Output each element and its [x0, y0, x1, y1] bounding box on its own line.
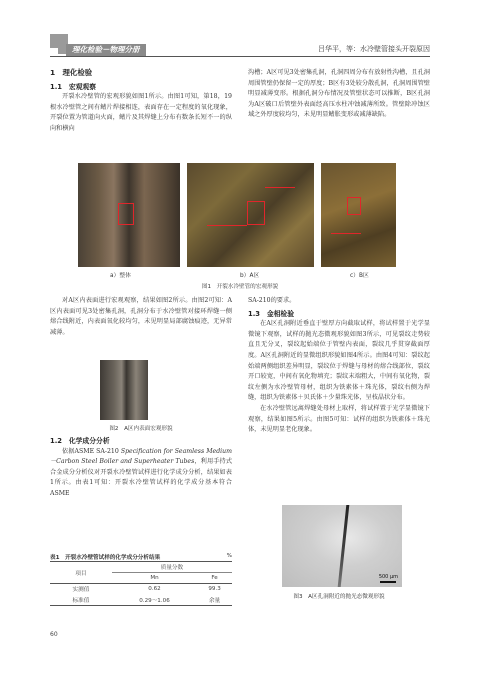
left-column-top — [50, 68, 232, 135]
table-row — [50, 595, 232, 606]
figure1-sublabel-c: c）B区 — [350, 273, 369, 279]
table1-cell-mn: 0.29～1.06 — [112, 595, 197, 606]
subsection-heading-macro: 1.1 宏观观察 — [50, 82, 97, 91]
subsection-heading-metallography: 1.3 金相检验 — [248, 309, 295, 318]
paragraph-metallography-1: 在A区孔洞附近垂直于壁厚方向截取试样，将试样置于光学显微镜下观察，试样的抛光态微观形貌如图3所示，可见裂纹走势较直且无分叉，裂纹起始端位于管壁内表面，裂纹几乎贯穿截面厚度。A区孔洞附近的显微组织形貌如图4所示。由图4可知：裂纹起始端两侧组织差异明显，裂纹位于焊缝与母材的熔合线部位，裂纹开口较宽，中间有氧化物填充；裂纹末端粗大，中间有氧化物，裂纹左侧为水冷壁管母材，组织为铁素体＋珠光体，裂纹右侧为焊缝，组织为铁素体＋贝氏体＋少量珠光体，呈枝晶状分布。 — [248, 320, 430, 402]
table1-header-fe: Fe — [211, 575, 218, 581]
table1-cell-fe: 余量 — [197, 595, 232, 606]
left-column-bottom — [50, 436, 232, 500]
table1-header-group: 质量分数 — [112, 562, 232, 573]
figure3-caption: 图3 A区孔洞附近的抛光态微观形貌 — [293, 594, 385, 600]
paragraph-chemical: 依据ASME SA-210 Specification for Seamless Medium－Carbon Steel Boiler and Superheater Tubes，利用手持式合金成分分析仪对开裂水冷壁管试样进行化学成分分析，结果如表1所示。由表1可知：开裂水冷壁管试样的化学成分基本符合ASME — [50, 447, 233, 497]
page-number: 60 — [50, 631, 58, 638]
left-column-middle — [50, 296, 232, 338]
table1-header-mn: Mn — [150, 575, 159, 581]
table1-cell-item: 实测值 — [50, 584, 112, 595]
figure1-marker-line — [265, 187, 295, 188]
paragraph-macro-1-cont: 沟槽；A区可见3处密集孔洞，孔洞四周分布有放射性沟槽，且孔洞周围管壁仍保留一定的厚度；B区有3处较分散孔洞，孔洞周围管壁明显减薄变形。根据孔洞分布情况及管壁状态可以推断，B区孔洞为A区破口后管壁外表面经高压水柱冲蚀减薄所致。管壁除冲蚀区域之外厚度较均匀，未见明显鳍胀变形或减薄缺陷。 — [248, 69, 430, 119]
table1-title-row — [50, 553, 232, 561]
figure1-sublabel-a: a）整体 — [110, 273, 131, 279]
figure1-marker-line — [331, 233, 361, 234]
figure3-crack — [338, 505, 350, 587]
specification-title: Specification for Seamless Medium－Carbon Steel Boiler and Superheater Tubes — [50, 447, 232, 466]
header-running-title: 吕华平，等：水冷壁管接头开裂原因 — [318, 45, 430, 53]
table1-title: 表1 开裂水冷壁管试样的化学成分分析结果 — [50, 555, 161, 561]
figure1-marker-box — [347, 197, 361, 215]
header-rule — [50, 56, 430, 57]
figure3-scale-label: 500 μm — [378, 574, 398, 580]
header-section-label: 理化检验－物理分册 — [66, 44, 146, 56]
figure3-scale-bar — [380, 581, 396, 583]
paragraph-macro-1: 开裂水冷壁管的宏观形貌如图1所示。由图1可知，第18，19根水冷壁管之间有鳍片焊接相连，表面存在一定程度的氧化现象，开裂位置为管道向火面，鳍片及其焊缝上分布有数条长短不一的纵向和横向 — [50, 93, 232, 132]
paragraph-macro-2: 对A区内表面进行宏观观察，结果如图2所示。由图2可知：A区内表面可见3处密集孔洞，孔洞分布于水冷壁管对接环焊缝一侧熔合线附近，内表面氧化较均匀，未见明显局部腐蚀痕迹，无异常减薄。 — [50, 297, 232, 336]
figure1-marker-box — [247, 201, 265, 225]
figure1-photo-region-b — [321, 163, 396, 267]
table1-cell-fe: 99.3 — [197, 584, 232, 595]
right-column-top — [248, 68, 430, 121]
figure1-marker-box — [118, 203, 134, 225]
paragraph-chemical-cont: SA-210的要求。 — [248, 297, 296, 304]
figure1-photo-region-a — [187, 163, 314, 267]
table1 — [50, 561, 232, 606]
figure1-marker-line — [207, 225, 247, 226]
figure1-caption: 图1 开裂水冷壁管的宏观形貌 — [201, 284, 279, 290]
figure3-micrograph — [282, 505, 402, 587]
paragraph-metallography-2: 在水冷壁管远离焊缝处母材上取样，将试样置于光学显微镜下观察，结果如图5所示。由图5可知：试样的组织为铁素体＋珠光体，未见明显老化现象。 — [248, 404, 430, 434]
figure2-caption: 图2 A区内表面宏观形貌 — [109, 426, 173, 432]
section-heading: 1 理化检验 — [50, 68, 93, 77]
figure1-sublabel-b: b）A区 — [240, 273, 260, 279]
right-column-middle — [248, 296, 430, 436]
figure2-photo — [100, 360, 148, 420]
subsection-heading-chemical: 1.2 化学成分分析 — [50, 437, 110, 445]
table-row — [50, 584, 232, 595]
table1-header-item: 项目 — [50, 562, 112, 584]
figure1-photo-overall — [78, 163, 180, 267]
table1-cell-item: 标准值 — [50, 595, 112, 606]
table1-cell-mn: 0.62 — [112, 584, 197, 595]
table1-unit: % — [226, 553, 232, 559]
